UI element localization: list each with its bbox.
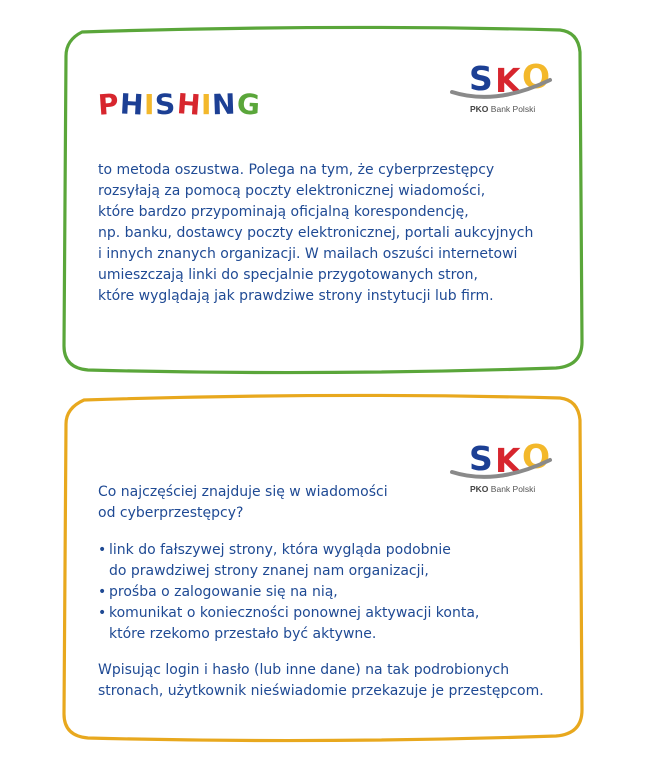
- sko-logo-mark: [446, 442, 556, 486]
- closing-paragraph: [98, 660, 544, 702]
- text-line: od cyberprzestępcy?: [98, 505, 244, 521]
- bullet-item: [98, 582, 479, 603]
- sko-letter-s: S: [469, 442, 493, 478]
- sko-letter-k: K: [495, 62, 521, 100]
- title-letter: H: [175, 87, 203, 122]
- bullet-dot-icon: •: [98, 584, 107, 600]
- bullet-line: prośba o zalogowanie się na nią,: [109, 584, 338, 600]
- text-line: rozsyłają za pomocą poczty elektronicznej wiadomości,: [98, 183, 486, 199]
- bullet-line: które rzekomo przestało być aktywne.: [109, 626, 377, 642]
- pko-bank-polski-label: PKO Bank Polski: [470, 104, 536, 114]
- text-line: i innych znanych organizacji. W mailach oszuści internetowi: [98, 246, 518, 262]
- title-letter: N: [211, 87, 238, 122]
- bullet-item: [98, 603, 479, 645]
- title-letter: G: [236, 87, 262, 122]
- text-line: np. banku, dostawcy poczty elektronicznej, portali aukcyjnych: [98, 225, 534, 241]
- pko-bank-polski-label: PKO Bank Polski: [470, 484, 536, 494]
- text-line: to metoda oszustwa. Polega na tym, że cyberprzestępcy: [98, 162, 495, 178]
- sko-letter-o: O: [522, 62, 551, 96]
- text-line: Wpisując login i hasło (lub inne dane) na tak podrobionych: [98, 662, 510, 678]
- title-letter: S: [154, 87, 178, 122]
- title-letter: H: [118, 87, 145, 122]
- bullet-dot-icon: •: [98, 605, 107, 621]
- sko-letter-o: O: [522, 442, 551, 476]
- text-line: stronach, użytkownik nieświadomie przekazuje je przestępcom.: [98, 683, 544, 699]
- bullet-line: do prawdziwej strony znanej nam organizacji,: [109, 563, 429, 579]
- title-letter: I: [143, 88, 156, 121]
- sko-letter-k: K: [495, 442, 521, 480]
- text-line: Co najczęściej znajduje się w wiadomości: [98, 484, 388, 500]
- text-line: umieszczają linki do specjalnie przygotowanych stron,: [98, 267, 478, 283]
- bullet-list: [98, 540, 479, 645]
- bullet-line: link do fałszywej strony, która wygląda podobnie: [109, 542, 451, 558]
- bullet-item: [98, 540, 479, 582]
- text-line: które bardzo przypominają oficjalną korespondencję,: [98, 204, 469, 220]
- sko-logo: [446, 442, 556, 502]
- bullet-line: komunikat o konieczności ponownej aktywacji konta,: [109, 605, 480, 621]
- sko-letter-s: S: [469, 62, 493, 98]
- question-heading: [98, 482, 388, 524]
- bullet-dot-icon: •: [98, 542, 107, 558]
- text-line: które wyglądają jak prawdziwe strony instytucji lub firm.: [98, 288, 494, 304]
- title-letter: I: [201, 88, 213, 121]
- title-letter: P: [96, 87, 121, 122]
